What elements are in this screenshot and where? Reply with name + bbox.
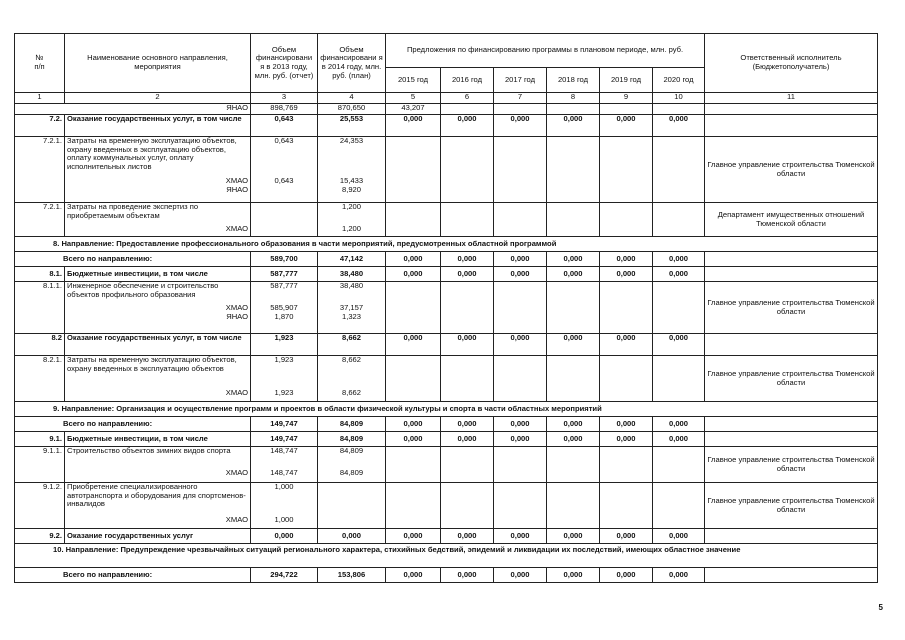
value-year: 0,000 bbox=[441, 252, 494, 267]
value-year: 0,000 bbox=[441, 568, 494, 583]
row-name: Всего по направлению: bbox=[15, 252, 251, 267]
year-header: 2018 год bbox=[547, 68, 600, 93]
empty-cell bbox=[386, 447, 441, 483]
column-number: 5 bbox=[386, 93, 441, 104]
header-2014: Объем финансировани я в 2014 году, млн. руб. (план) bbox=[318, 34, 386, 93]
empty-cell bbox=[653, 282, 705, 334]
empty-cell bbox=[386, 203, 441, 237]
table-row bbox=[15, 104, 878, 115]
executor: Главное управление строительства Тюменской области bbox=[705, 447, 878, 483]
value-total: 148,747 bbox=[270, 446, 298, 455]
value-year: 0,000 bbox=[547, 267, 600, 282]
value-2014: 870,650 bbox=[318, 104, 386, 115]
value-year: 0,000 bbox=[600, 267, 653, 282]
region-label: ЯНАО bbox=[15, 104, 251, 115]
value-year: 0,000 bbox=[386, 432, 441, 447]
value-2014: 0,000 bbox=[318, 529, 386, 544]
empty-cell bbox=[547, 203, 600, 237]
financing-table bbox=[14, 33, 878, 583]
value-year: 0,000 bbox=[547, 432, 600, 447]
empty-cell bbox=[653, 203, 705, 237]
empty-cell bbox=[705, 115, 878, 137]
row-number: 8.2.1. bbox=[15, 356, 65, 402]
value-year: 0,000 bbox=[653, 568, 705, 583]
empty-cell bbox=[441, 137, 494, 203]
table-row bbox=[15, 568, 878, 583]
column-number: 1 bbox=[15, 93, 65, 104]
value-2014: 153,806 bbox=[318, 568, 386, 583]
value-2013 bbox=[251, 137, 318, 203]
row-name: Всего по направлению: bbox=[15, 417, 251, 432]
value-2013: 0,643 bbox=[251, 115, 318, 137]
value-total: 1,923 bbox=[274, 355, 294, 364]
empty-cell bbox=[600, 356, 653, 402]
executor: Главное управление строительства Тюменской области bbox=[705, 137, 878, 203]
value-region: 1,200 bbox=[341, 224, 361, 233]
value-year: 0,000 bbox=[494, 115, 547, 137]
empty-cell bbox=[600, 447, 653, 483]
empty-cell bbox=[494, 137, 547, 203]
row-name: Оказание государственных услуг, в том числе bbox=[65, 334, 251, 356]
value-2014: 38,480 bbox=[318, 267, 386, 282]
column-number: 4 bbox=[318, 93, 386, 104]
value-year: 0,000 bbox=[547, 115, 600, 137]
value-total: 38,480 bbox=[339, 281, 364, 290]
value-year: 0,000 bbox=[600, 417, 653, 432]
column-number: 3 bbox=[251, 93, 318, 104]
empty-cell bbox=[600, 483, 653, 529]
value-region: 585,907 bbox=[270, 303, 298, 312]
row-name: Всего по направлению: bbox=[15, 568, 251, 583]
empty-cell bbox=[494, 203, 547, 237]
year-header: 2020 год bbox=[653, 68, 705, 93]
empty-cell bbox=[494, 356, 547, 402]
row-name: Оказание государственных услуг, в том числе bbox=[65, 115, 251, 137]
empty-cell bbox=[494, 104, 547, 115]
empty-cell bbox=[441, 203, 494, 237]
value-region: 148,747 bbox=[270, 468, 298, 477]
value-year: 0,000 bbox=[653, 267, 705, 282]
section-row bbox=[15, 237, 878, 252]
value-2013 bbox=[251, 282, 318, 334]
header-proposals: Предложения по финансированию программы в плановом периоде, млн. руб. bbox=[386, 34, 705, 68]
header-no: № п/п bbox=[15, 34, 65, 93]
empty-cell bbox=[547, 104, 600, 115]
row-name bbox=[65, 483, 251, 529]
value-2013: 587,777 bbox=[251, 267, 318, 282]
value-2013: 294,722 bbox=[251, 568, 318, 583]
region-label: ХМАО bbox=[225, 468, 248, 477]
value-year: 0,000 bbox=[386, 529, 441, 544]
column-number-row bbox=[15, 93, 878, 104]
executor: Главное управление строительства Тюменской области bbox=[705, 282, 878, 334]
value-2015: 43,207 bbox=[386, 104, 441, 115]
value-2014: 25,553 bbox=[318, 115, 386, 137]
table-row bbox=[15, 203, 878, 237]
value-2013 bbox=[251, 483, 318, 529]
region-label: ХМАО bbox=[225, 515, 248, 524]
row-number: 8.2 bbox=[15, 334, 65, 356]
value-year: 0,000 bbox=[600, 115, 653, 137]
value-year: 0,000 bbox=[653, 529, 705, 544]
row-name bbox=[65, 282, 251, 334]
empty-cell bbox=[705, 432, 878, 447]
empty-cell bbox=[386, 356, 441, 402]
empty-cell bbox=[653, 137, 705, 203]
empty-cell bbox=[494, 483, 547, 529]
row-name-text: Строительство объектов зимних видов спорта bbox=[67, 446, 231, 455]
empty-cell bbox=[600, 203, 653, 237]
row-number: 9.1.1. bbox=[15, 447, 65, 483]
value-year: 0,000 bbox=[600, 334, 653, 356]
value-year: 0,000 bbox=[600, 252, 653, 267]
header-name: Наименование основного направления, мероприятия bbox=[65, 34, 251, 93]
empty-cell bbox=[705, 417, 878, 432]
empty-cell bbox=[441, 356, 494, 402]
row-name: Бюджетные инвестиции, в том числе bbox=[65, 432, 251, 447]
value-2014: 47,142 bbox=[318, 252, 386, 267]
value-total: 1,000 bbox=[274, 482, 294, 491]
column-number: 6 bbox=[441, 93, 494, 104]
section-title: 8. Направление: Предоставление профессионального образования в части мероприятий, предусмотренных областной программой bbox=[15, 237, 878, 252]
empty-cell bbox=[441, 104, 494, 115]
value-year: 0,000 bbox=[494, 417, 547, 432]
row-name bbox=[65, 447, 251, 483]
column-number: 8 bbox=[547, 93, 600, 104]
value-year: 0,000 bbox=[494, 334, 547, 356]
value-year: 0,000 bbox=[441, 334, 494, 356]
value-total: 24,353 bbox=[339, 136, 364, 145]
table-row bbox=[15, 252, 878, 267]
row-name: Оказание государственных услуг bbox=[65, 529, 251, 544]
table-row bbox=[15, 432, 878, 447]
value-2013: 1,923 bbox=[251, 334, 318, 356]
value-year: 0,000 bbox=[653, 252, 705, 267]
empty-cell bbox=[494, 447, 547, 483]
table-row bbox=[15, 334, 878, 356]
value-year: 0,000 bbox=[494, 252, 547, 267]
header-executor: Ответственный исполнитель (Бюджетополучатель) bbox=[705, 34, 878, 93]
value-region: 1,870 bbox=[274, 311, 294, 321]
value-2013: 589,700 bbox=[251, 252, 318, 267]
value-total: 84,809 bbox=[339, 446, 364, 455]
value-2013: 149,747 bbox=[251, 432, 318, 447]
value-year: 0,000 bbox=[600, 432, 653, 447]
empty-cell bbox=[705, 267, 878, 282]
region-label: ЯНАО bbox=[226, 184, 248, 194]
empty-cell bbox=[547, 483, 600, 529]
value-region: 8,920 bbox=[341, 184, 361, 194]
table-row bbox=[15, 417, 878, 432]
empty-cell bbox=[494, 282, 547, 334]
value-region: 8,662 bbox=[341, 388, 361, 397]
value-year: 0,000 bbox=[386, 267, 441, 282]
value-region: 1,000 bbox=[274, 515, 294, 524]
empty-cell bbox=[441, 282, 494, 334]
column-number: 11 bbox=[705, 93, 878, 104]
year-header: 2015 год bbox=[386, 68, 441, 93]
row-name-text: Приобретение специализированного автотранспорта и оборудования для спортсменов-инвалидов bbox=[67, 482, 246, 509]
value-year: 0,000 bbox=[653, 334, 705, 356]
region-label: ХМАО bbox=[225, 224, 248, 233]
row-name bbox=[65, 203, 251, 237]
empty-cell bbox=[441, 483, 494, 529]
section-row bbox=[15, 402, 878, 417]
row-number: 9.1. bbox=[15, 432, 65, 447]
empty-cell bbox=[705, 529, 878, 544]
section-title: 9. Направление: Организация и осуществление программ и проектов в области физической культуры и спорта в части областных мероприятий bbox=[15, 402, 878, 417]
empty-cell bbox=[600, 137, 653, 203]
column-number: 7 bbox=[494, 93, 547, 104]
row-number: 8.1.1. bbox=[15, 282, 65, 334]
year-header: 2016 год bbox=[441, 68, 494, 93]
row-number: 9.2. bbox=[15, 529, 65, 544]
value-year: 0,000 bbox=[386, 417, 441, 432]
row-name-text: Затраты на временную эксплуатацию объектов, охрану введенных в эксплуатацию объектов, оплату коммунальных услуг, оплату исполнительных листов bbox=[67, 136, 237, 172]
value-2014: 84,809 bbox=[318, 417, 386, 432]
value-total: 0,643 bbox=[274, 136, 294, 145]
value-year: 0,000 bbox=[600, 568, 653, 583]
value-year: 0,000 bbox=[547, 568, 600, 583]
value-region: 1,923 bbox=[274, 388, 294, 397]
value-year: 0,000 bbox=[600, 529, 653, 544]
header-2013: Объем финансировани я в 2013 году, млн. руб. (отчет) bbox=[251, 34, 318, 93]
row-name-text: Инженерное обеспечение и строительство объектов профильного образования bbox=[67, 281, 219, 299]
value-year: 0,000 bbox=[547, 334, 600, 356]
value-year: 0,000 bbox=[547, 417, 600, 432]
section-title: 10. Направление: Предупреждение чрезвычайных ситуаций регионального характера, стихийных бедствий, эпидемий и ликвидации их последствий, имеющих областное значение bbox=[15, 544, 878, 568]
column-number: 9 bbox=[600, 93, 653, 104]
column-number: 10 bbox=[653, 93, 705, 104]
row-name bbox=[65, 137, 251, 203]
page-number: 5 bbox=[878, 603, 883, 612]
table-row bbox=[15, 267, 878, 282]
value-region: 37,157 bbox=[339, 303, 364, 312]
year-header: 2017 год bbox=[494, 68, 547, 93]
empty-cell bbox=[547, 137, 600, 203]
empty-cell bbox=[547, 282, 600, 334]
value-year: 0,000 bbox=[494, 267, 547, 282]
section-row bbox=[15, 544, 878, 568]
value-2013 bbox=[251, 356, 318, 402]
empty-cell bbox=[251, 203, 318, 237]
empty-cell bbox=[705, 568, 878, 583]
value-region: 84,809 bbox=[339, 468, 364, 477]
value-total: 1,200 bbox=[341, 202, 361, 211]
row-number: 7.2.1. bbox=[15, 203, 65, 237]
value-year: 0,000 bbox=[386, 115, 441, 137]
value-year: 0,000 bbox=[547, 529, 600, 544]
empty-cell bbox=[386, 282, 441, 334]
row-number: 7.2.1. bbox=[15, 137, 65, 203]
empty-cell bbox=[386, 483, 441, 529]
value-2014 bbox=[318, 203, 386, 237]
row-name: Бюджетные инвестиции, в том числе bbox=[65, 267, 251, 282]
value-year: 0,000 bbox=[653, 115, 705, 137]
empty-cell bbox=[441, 447, 494, 483]
row-number: 8.1. bbox=[15, 267, 65, 282]
value-total: 8,662 bbox=[341, 355, 361, 364]
region-label: ХМАО bbox=[225, 388, 248, 397]
table-row bbox=[15, 447, 878, 483]
value-2014 bbox=[318, 356, 386, 402]
value-total: 587,777 bbox=[270, 281, 298, 290]
row-name-text: Затраты на проведение экспертиз по приобретаемым объектам bbox=[67, 202, 199, 220]
empty-cell bbox=[600, 104, 653, 115]
value-year: 0,000 bbox=[494, 432, 547, 447]
table-row bbox=[15, 529, 878, 544]
row-number: 7.2. bbox=[15, 115, 65, 137]
column-number: 2 bbox=[65, 93, 251, 104]
region-label: ХМАО bbox=[225, 176, 248, 185]
empty-cell bbox=[653, 483, 705, 529]
executor: Главное управление строительства Тюменской области bbox=[705, 356, 878, 402]
empty-cell bbox=[547, 447, 600, 483]
row-name-text: Затраты на временную эксплуатацию объектов, охрану введенных в эксплуатацию объектов bbox=[67, 355, 237, 373]
empty-cell bbox=[705, 104, 878, 115]
value-year: 0,000 bbox=[653, 417, 705, 432]
region-label: ХМАО bbox=[225, 303, 248, 312]
value-year: 0,000 bbox=[441, 432, 494, 447]
value-year: 0,000 bbox=[386, 568, 441, 583]
value-2013: 0,000 bbox=[251, 529, 318, 544]
value-year: 0,000 bbox=[653, 432, 705, 447]
value-year: 0,000 bbox=[441, 115, 494, 137]
value-2014 bbox=[318, 137, 386, 203]
table-row bbox=[15, 137, 878, 203]
value-year: 0,000 bbox=[547, 252, 600, 267]
value-year: 0,000 bbox=[441, 417, 494, 432]
value-2013: 898,769 bbox=[251, 104, 318, 115]
table-row bbox=[15, 282, 878, 334]
empty-cell bbox=[547, 356, 600, 402]
empty-cell bbox=[318, 483, 386, 529]
empty-cell bbox=[386, 137, 441, 203]
executor: Главное управление строительства Тюменской области bbox=[705, 483, 878, 529]
value-2014: 8,662 bbox=[318, 334, 386, 356]
value-2014: 84,809 bbox=[318, 432, 386, 447]
value-region: 0,643 bbox=[274, 176, 294, 185]
year-header: 2019 год bbox=[600, 68, 653, 93]
empty-cell bbox=[600, 282, 653, 334]
value-year: 0,000 bbox=[386, 334, 441, 356]
value-year: 0,000 bbox=[494, 529, 547, 544]
value-region: 1,323 bbox=[341, 311, 361, 321]
empty-cell bbox=[705, 252, 878, 267]
value-year: 0,000 bbox=[494, 568, 547, 583]
table-row bbox=[15, 115, 878, 137]
value-2013: 149,747 bbox=[251, 417, 318, 432]
row-name bbox=[65, 356, 251, 402]
value-year: 0,000 bbox=[441, 529, 494, 544]
empty-cell bbox=[653, 447, 705, 483]
header-row bbox=[15, 34, 878, 68]
row-number: 9.1.2. bbox=[15, 483, 65, 529]
value-year: 0,000 bbox=[441, 267, 494, 282]
value-region: 15,433 bbox=[339, 176, 364, 185]
table-row bbox=[15, 356, 878, 402]
value-2014 bbox=[318, 282, 386, 334]
empty-cell bbox=[705, 334, 878, 356]
value-2013 bbox=[251, 447, 318, 483]
region-label: ЯНАО bbox=[226, 311, 248, 321]
executor: Департамент имущественных отношений Тюменской области bbox=[705, 203, 878, 237]
empty-cell bbox=[653, 104, 705, 115]
value-2014 bbox=[318, 447, 386, 483]
table-row bbox=[15, 483, 878, 529]
value-year: 0,000 bbox=[386, 252, 441, 267]
empty-cell bbox=[653, 356, 705, 402]
